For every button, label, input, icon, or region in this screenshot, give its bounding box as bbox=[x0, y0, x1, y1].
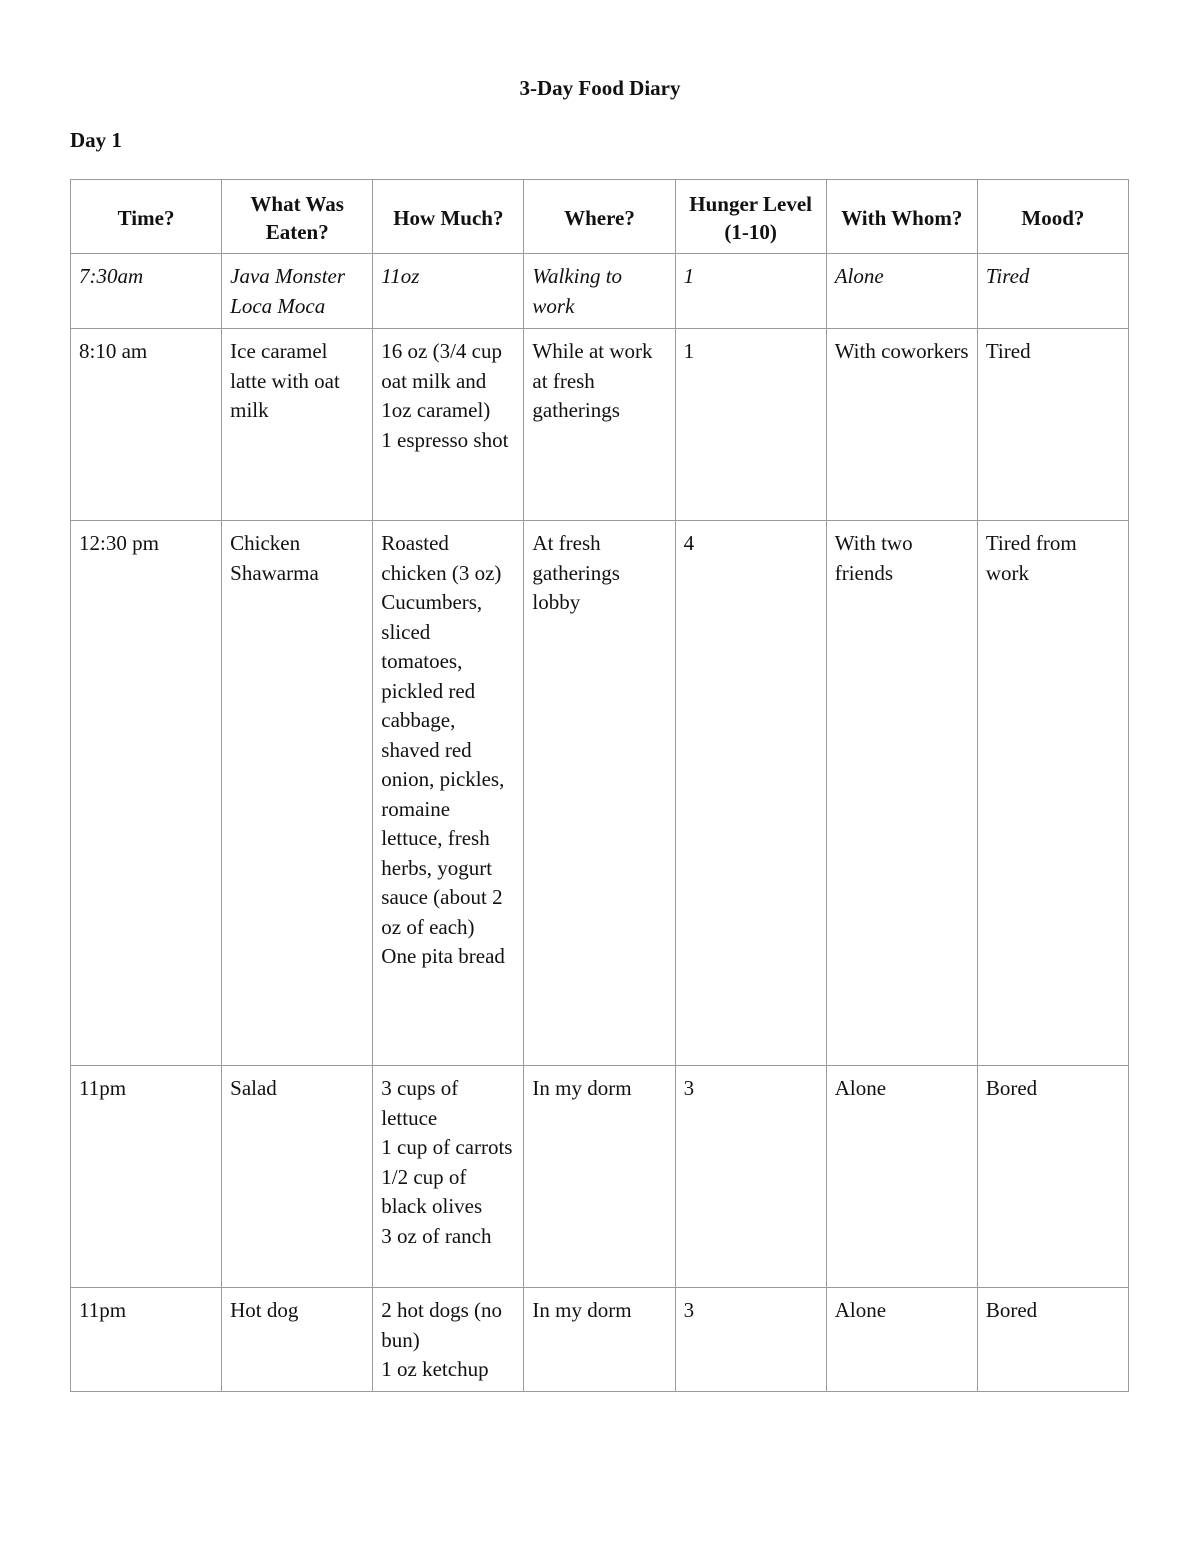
cell-company: Alone bbox=[826, 1288, 977, 1392]
cell-mood: Tired bbox=[977, 254, 1128, 329]
cell-location: At fresh gatherings lobby bbox=[524, 521, 675, 1066]
cell-location: In my dorm bbox=[524, 1066, 675, 1288]
cell-company: Alone bbox=[826, 1066, 977, 1288]
cell-food: Ice caramel latte with oat milk bbox=[222, 329, 373, 521]
header-hunger-level: Hunger Level (1-10) bbox=[675, 180, 826, 254]
cell-time: 12:30 pm bbox=[71, 521, 222, 1066]
cell-time: 8:10 am bbox=[71, 329, 222, 521]
cell-time: 7:30am bbox=[71, 254, 222, 329]
cell-amount: 16 oz (3/4 cup oat milk and 1oz caramel) 1 espresso shot bbox=[373, 329, 524, 521]
day-heading: Day 1 bbox=[70, 128, 122, 152]
table-row bbox=[71, 329, 1129, 521]
header-with-whom: With Whom? bbox=[826, 180, 977, 254]
cell-company: Alone bbox=[826, 254, 977, 329]
cell-food: Chicken Shawarma bbox=[222, 521, 373, 1066]
table-row bbox=[71, 254, 1129, 329]
table-row bbox=[71, 521, 1129, 1066]
cell-amount: 11oz bbox=[373, 254, 524, 329]
cell-amount: Roasted chicken (3 oz) Cucumbers, sliced tomatoes, pickled red cabbage, shaved red onion, pickles, romaine lettuce, fresh herbs, yogurt sauce (about 2 oz of each) One pita bread bbox=[373, 521, 524, 1066]
food-diary-table bbox=[70, 179, 1129, 1392]
cell-company: With coworkers bbox=[826, 329, 977, 521]
header-where: Where? bbox=[524, 180, 675, 254]
cell-hunger: 4 bbox=[675, 521, 826, 1066]
cell-location: In my dorm bbox=[524, 1288, 675, 1392]
cell-mood: Tired from work bbox=[977, 521, 1128, 1066]
cell-amount: 3 cups of lettuce 1 cup of carrots 1/2 cup of black olives 3 oz of ranch bbox=[373, 1066, 524, 1288]
cell-food: Hot dog bbox=[222, 1288, 373, 1392]
cell-mood: Tired bbox=[977, 329, 1128, 521]
table-row bbox=[71, 1288, 1129, 1392]
cell-hunger: 1 bbox=[675, 329, 826, 521]
cell-food: Java Monster Loca Moca bbox=[222, 254, 373, 329]
cell-amount: 2 hot dogs (no bun) 1 oz ketchup bbox=[373, 1288, 524, 1392]
cell-location: Walking to work bbox=[524, 254, 675, 329]
cell-food: Salad bbox=[222, 1066, 373, 1288]
cell-company: With two friends bbox=[826, 521, 977, 1066]
cell-hunger: 1 bbox=[675, 254, 826, 329]
header-time: Time? bbox=[71, 180, 222, 254]
table-header-row bbox=[71, 180, 1129, 254]
cell-mood: Bored bbox=[977, 1066, 1128, 1288]
header-what-was-eaten: What Was Eaten? bbox=[222, 180, 373, 254]
cell-location: While at work at fresh gatherings bbox=[524, 329, 675, 521]
document-title: 3-Day Food Diary bbox=[519, 76, 681, 100]
cell-hunger: 3 bbox=[675, 1288, 826, 1392]
cell-mood: Bored bbox=[977, 1288, 1128, 1392]
header-mood: Mood? bbox=[977, 180, 1128, 254]
cell-time: 11pm bbox=[71, 1288, 222, 1392]
table-row bbox=[71, 1066, 1129, 1288]
header-how-much: How Much? bbox=[373, 180, 524, 254]
cell-hunger: 3 bbox=[675, 1066, 826, 1288]
cell-time: 11pm bbox=[71, 1066, 222, 1288]
